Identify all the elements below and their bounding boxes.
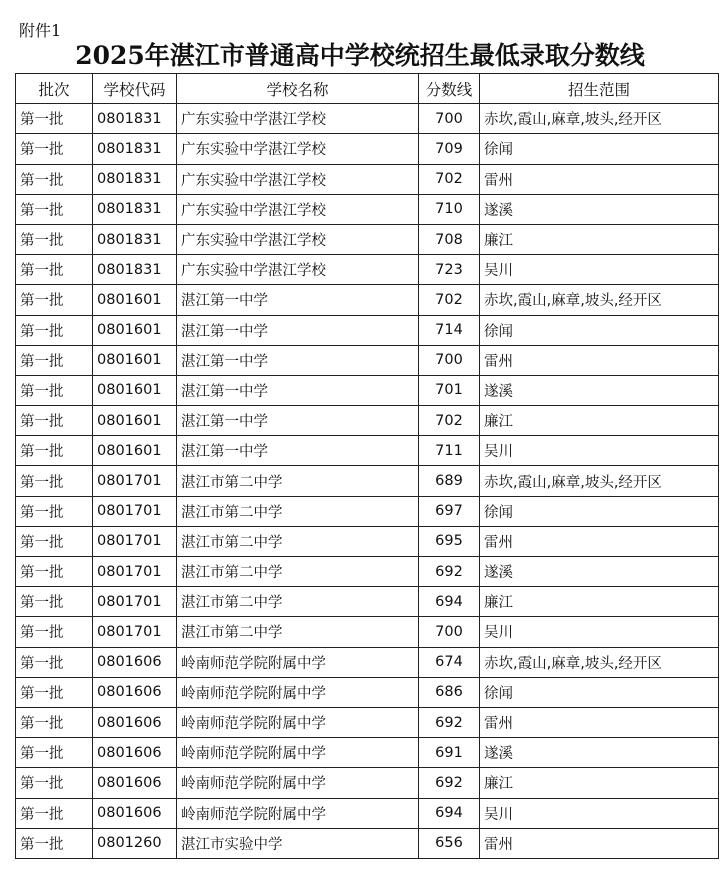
table-row bbox=[16, 557, 719, 587]
cell-school-code: 0801701 bbox=[93, 466, 177, 496]
table-row bbox=[16, 738, 719, 768]
cell-school-name: 广东实验中学湛江学校 bbox=[177, 224, 419, 254]
table-row bbox=[16, 134, 719, 164]
header-batch: 批次 bbox=[16, 74, 93, 104]
cell-enrollment-range: 雷州 bbox=[480, 526, 719, 556]
cell-score-line: 692 bbox=[419, 557, 480, 587]
cell-enrollment-range: 遂溪 bbox=[480, 738, 719, 768]
table-row bbox=[16, 496, 719, 526]
cell-batch: 第一批 bbox=[16, 828, 93, 858]
table-row bbox=[16, 798, 719, 828]
cell-school-name: 广东实验中学湛江学校 bbox=[177, 134, 419, 164]
header-school-name: 学校名称 bbox=[177, 74, 419, 104]
cell-batch: 第一批 bbox=[16, 677, 93, 707]
cell-school-name: 湛江第一中学 bbox=[177, 315, 419, 345]
cell-enrollment-range: 徐闻 bbox=[480, 134, 719, 164]
document-title: 2025年湛江市普通高中学校统招生最低录取分数线 bbox=[75, 41, 645, 70]
cell-score-line: 702 bbox=[419, 406, 480, 436]
cell-score-line: 700 bbox=[419, 345, 480, 375]
cell-school-code: 0801831 bbox=[93, 134, 177, 164]
table-row bbox=[16, 406, 719, 436]
cell-school-name: 广东实验中学湛江学校 bbox=[177, 104, 419, 134]
cell-score-line: 656 bbox=[419, 828, 480, 858]
cell-score-line: 702 bbox=[419, 164, 480, 194]
cell-enrollment-range: 廉江 bbox=[480, 406, 719, 436]
cell-score-line: 708 bbox=[419, 224, 480, 254]
cell-school-code: 0801601 bbox=[93, 285, 177, 315]
cell-school-code: 0801606 bbox=[93, 647, 177, 677]
table-row bbox=[16, 466, 719, 496]
table-row bbox=[16, 707, 719, 737]
table-row bbox=[16, 285, 719, 315]
cell-enrollment-range: 廉江 bbox=[480, 224, 719, 254]
cell-school-name: 湛江市第二中学 bbox=[177, 617, 419, 647]
cell-enrollment-range: 雷州 bbox=[480, 707, 719, 737]
cell-school-name: 岭南师范学院附属中学 bbox=[177, 677, 419, 707]
cell-school-code: 0801606 bbox=[93, 677, 177, 707]
cell-school-name: 湛江市第二中学 bbox=[177, 496, 419, 526]
cell-enrollment-range: 遂溪 bbox=[480, 557, 719, 587]
cell-school-name: 湛江市第二中学 bbox=[177, 587, 419, 617]
cell-score-line: 691 bbox=[419, 738, 480, 768]
cell-score-line: 692 bbox=[419, 768, 480, 798]
table-row bbox=[16, 375, 719, 405]
cell-score-line: 697 bbox=[419, 496, 480, 526]
cell-batch: 第一批 bbox=[16, 164, 93, 194]
cell-batch: 第一批 bbox=[16, 436, 93, 466]
cell-school-name: 湛江第一中学 bbox=[177, 436, 419, 466]
cell-school-name: 岭南师范学院附属中学 bbox=[177, 768, 419, 798]
cell-score-line: 694 bbox=[419, 587, 480, 617]
cell-batch: 第一批 bbox=[16, 315, 93, 345]
cell-score-line: 701 bbox=[419, 375, 480, 405]
cell-school-name: 广东实验中学湛江学校 bbox=[177, 194, 419, 224]
header-score-line: 分数线 bbox=[419, 74, 480, 104]
cell-school-code: 0801831 bbox=[93, 255, 177, 285]
cell-score-line: 723 bbox=[419, 255, 480, 285]
cell-school-code: 0801831 bbox=[93, 104, 177, 134]
cell-score-line: 710 bbox=[419, 194, 480, 224]
cell-score-line: 689 bbox=[419, 466, 480, 496]
cell-batch: 第一批 bbox=[16, 406, 93, 436]
cell-batch: 第一批 bbox=[16, 526, 93, 556]
cell-batch: 第一批 bbox=[16, 617, 93, 647]
cell-school-name: 湛江第一中学 bbox=[177, 375, 419, 405]
cell-school-name: 广东实验中学湛江学校 bbox=[177, 164, 419, 194]
cell-school-code: 0801601 bbox=[93, 375, 177, 405]
cell-enrollment-range: 遂溪 bbox=[480, 375, 719, 405]
cell-score-line: 686 bbox=[419, 677, 480, 707]
cell-score-line: 692 bbox=[419, 707, 480, 737]
table-row bbox=[16, 828, 719, 858]
cell-score-line: 700 bbox=[419, 617, 480, 647]
cell-school-name: 湛江第一中学 bbox=[177, 285, 419, 315]
table-row bbox=[16, 315, 719, 345]
cell-school-code: 0801831 bbox=[93, 194, 177, 224]
cell-school-code: 0801701 bbox=[93, 557, 177, 587]
cell-enrollment-range: 雷州 bbox=[480, 345, 719, 375]
cell-school-code: 0801260 bbox=[93, 828, 177, 858]
table-row bbox=[16, 104, 719, 134]
table-body bbox=[16, 104, 719, 859]
cell-enrollment-range: 廉江 bbox=[480, 768, 719, 798]
cell-score-line: 714 bbox=[419, 315, 480, 345]
table-row bbox=[16, 768, 719, 798]
cell-batch: 第一批 bbox=[16, 707, 93, 737]
cell-batch: 第一批 bbox=[16, 466, 93, 496]
cell-school-name: 湛江第一中学 bbox=[177, 345, 419, 375]
cell-school-name: 湛江市第二中学 bbox=[177, 557, 419, 587]
cell-enrollment-range: 廉江 bbox=[480, 587, 719, 617]
cell-school-name: 岭南师范学院附属中学 bbox=[177, 738, 419, 768]
table-row bbox=[16, 345, 719, 375]
cell-school-code: 0801701 bbox=[93, 496, 177, 526]
cell-batch: 第一批 bbox=[16, 194, 93, 224]
cell-enrollment-range: 徐闻 bbox=[480, 315, 719, 345]
cell-enrollment-range: 赤坎,霞山,麻章,坡头,经开区 bbox=[480, 285, 719, 315]
cell-enrollment-range: 雷州 bbox=[480, 164, 719, 194]
cell-batch: 第一批 bbox=[16, 285, 93, 315]
table-row bbox=[16, 436, 719, 466]
cell-school-name: 广东实验中学湛江学校 bbox=[177, 255, 419, 285]
attachment-label: 附件1 bbox=[19, 21, 62, 40]
cell-enrollment-range: 吴川 bbox=[480, 436, 719, 466]
cell-score-line: 674 bbox=[419, 647, 480, 677]
cell-enrollment-range: 赤坎,霞山,麻章,坡头,经开区 bbox=[480, 466, 719, 496]
cell-batch: 第一批 bbox=[16, 587, 93, 617]
cell-enrollment-range: 吴川 bbox=[480, 798, 719, 828]
cell-school-code: 0801606 bbox=[93, 707, 177, 737]
table-row bbox=[16, 647, 719, 677]
cell-school-code: 0801601 bbox=[93, 436, 177, 466]
cell-school-name: 湛江第一中学 bbox=[177, 406, 419, 436]
table-header-row bbox=[16, 74, 719, 104]
cell-school-name: 岭南师范学院附属中学 bbox=[177, 707, 419, 737]
cell-school-code: 0801606 bbox=[93, 798, 177, 828]
cell-score-line: 695 bbox=[419, 526, 480, 556]
cell-school-code: 0801601 bbox=[93, 345, 177, 375]
table-row bbox=[16, 587, 719, 617]
cell-school-name: 岭南师范学院附属中学 bbox=[177, 647, 419, 677]
cell-school-code: 0801831 bbox=[93, 164, 177, 194]
cell-school-code: 0801701 bbox=[93, 617, 177, 647]
cell-batch: 第一批 bbox=[16, 738, 93, 768]
table-row bbox=[16, 677, 719, 707]
cell-score-line: 700 bbox=[419, 104, 480, 134]
cell-batch: 第一批 bbox=[16, 255, 93, 285]
cell-score-line: 711 bbox=[419, 436, 480, 466]
cell-batch: 第一批 bbox=[16, 134, 93, 164]
cell-batch: 第一批 bbox=[16, 768, 93, 798]
cell-score-line: 694 bbox=[419, 798, 480, 828]
cell-batch: 第一批 bbox=[16, 345, 93, 375]
header-school-code: 学校代码 bbox=[93, 74, 177, 104]
cell-school-code: 0801606 bbox=[93, 738, 177, 768]
cell-school-code: 0801601 bbox=[93, 406, 177, 436]
cell-enrollment-range: 徐闻 bbox=[480, 496, 719, 526]
table-row bbox=[16, 224, 719, 254]
table-row bbox=[16, 164, 719, 194]
cell-batch: 第一批 bbox=[16, 557, 93, 587]
cell-batch: 第一批 bbox=[16, 104, 93, 134]
cell-school-code: 0801831 bbox=[93, 224, 177, 254]
cell-batch: 第一批 bbox=[16, 496, 93, 526]
table-row bbox=[16, 194, 719, 224]
cell-enrollment-range: 吴川 bbox=[480, 255, 719, 285]
cell-school-name: 湛江市第二中学 bbox=[177, 466, 419, 496]
table-row bbox=[16, 617, 719, 647]
cell-score-line: 709 bbox=[419, 134, 480, 164]
cell-batch: 第一批 bbox=[16, 224, 93, 254]
cell-enrollment-range: 徐闻 bbox=[480, 677, 719, 707]
cell-enrollment-range: 赤坎,霞山,麻章,坡头,经开区 bbox=[480, 104, 719, 134]
cell-batch: 第一批 bbox=[16, 375, 93, 405]
cell-school-code: 0801606 bbox=[93, 768, 177, 798]
table-row bbox=[16, 526, 719, 556]
cell-school-name: 湛江市第二中学 bbox=[177, 526, 419, 556]
cell-score-line: 702 bbox=[419, 285, 480, 315]
cell-enrollment-range: 赤坎,霞山,麻章,坡头,经开区 bbox=[480, 647, 719, 677]
cell-batch: 第一批 bbox=[16, 647, 93, 677]
cell-school-code: 0801701 bbox=[93, 526, 177, 556]
admission-score-table bbox=[15, 73, 719, 859]
table-row bbox=[16, 255, 719, 285]
cell-school-code: 0801701 bbox=[93, 587, 177, 617]
cell-batch: 第一批 bbox=[16, 798, 93, 828]
cell-school-name: 湛江市实验中学 bbox=[177, 828, 419, 858]
cell-school-code: 0801601 bbox=[93, 315, 177, 345]
cell-school-name: 岭南师范学院附属中学 bbox=[177, 798, 419, 828]
cell-enrollment-range: 遂溪 bbox=[480, 194, 719, 224]
cell-enrollment-range: 雷州 bbox=[480, 828, 719, 858]
cell-enrollment-range: 吴川 bbox=[480, 617, 719, 647]
header-enrollment-range: 招生范围 bbox=[480, 74, 719, 104]
